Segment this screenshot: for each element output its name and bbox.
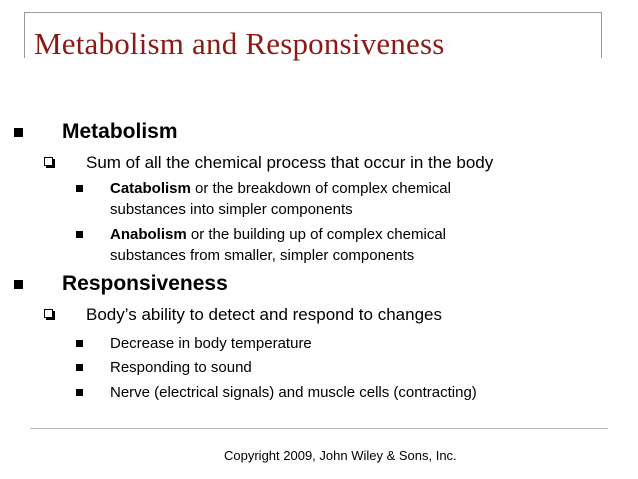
square-bullet-icon	[76, 231, 83, 238]
slide-title: Metabolism and Responsiveness	[34, 26, 445, 61]
frame-top-line	[24, 12, 602, 13]
square-bullet-icon	[76, 389, 83, 396]
item-text-catabolism-line2: substances into simpler components	[110, 201, 353, 218]
square-bullet-icon	[76, 185, 83, 192]
square-bullet-icon	[76, 340, 83, 347]
term-catabolism: Catabolism	[110, 180, 191, 197]
square-bullet-icon	[14, 280, 23, 289]
square-bullet-icon	[14, 128, 23, 137]
frame-right-line	[601, 12, 602, 58]
hollow-square-bullet-icon	[44, 309, 53, 318]
item-text-catabolism-line1: or the breakdown of complex chemical	[190, 180, 451, 197]
heading-metabolism: Metabolism	[62, 120, 178, 143]
term-anabolism: Anabolism	[110, 226, 187, 243]
sub-text-metabolism: Sum of all the chemical process that occur in the body	[86, 153, 494, 172]
copyright-text: Copyright 2009, John Wiley & Sons, Inc.	[224, 448, 457, 463]
item-text-anabolism-line2: substances from smaller, simpler components	[110, 247, 415, 264]
hollow-square-bullet-icon	[44, 157, 53, 166]
item-text: Responding to sound	[110, 359, 252, 376]
item-text-anabolism-line1: or the building up of complex chemical	[186, 226, 446, 243]
sub-text-responsiveness: Body’s ability to detect and respond to changes	[86, 305, 442, 324]
square-bullet-icon	[76, 364, 83, 371]
heading-responsiveness: Responsiveness	[62, 272, 228, 295]
footer-divider	[30, 428, 608, 429]
frame-left-line	[24, 12, 25, 58]
item-text: Decrease in body temperature	[110, 335, 312, 352]
item-text: Nerve (electrical signals) and muscle cells (contracting)	[110, 384, 477, 401]
